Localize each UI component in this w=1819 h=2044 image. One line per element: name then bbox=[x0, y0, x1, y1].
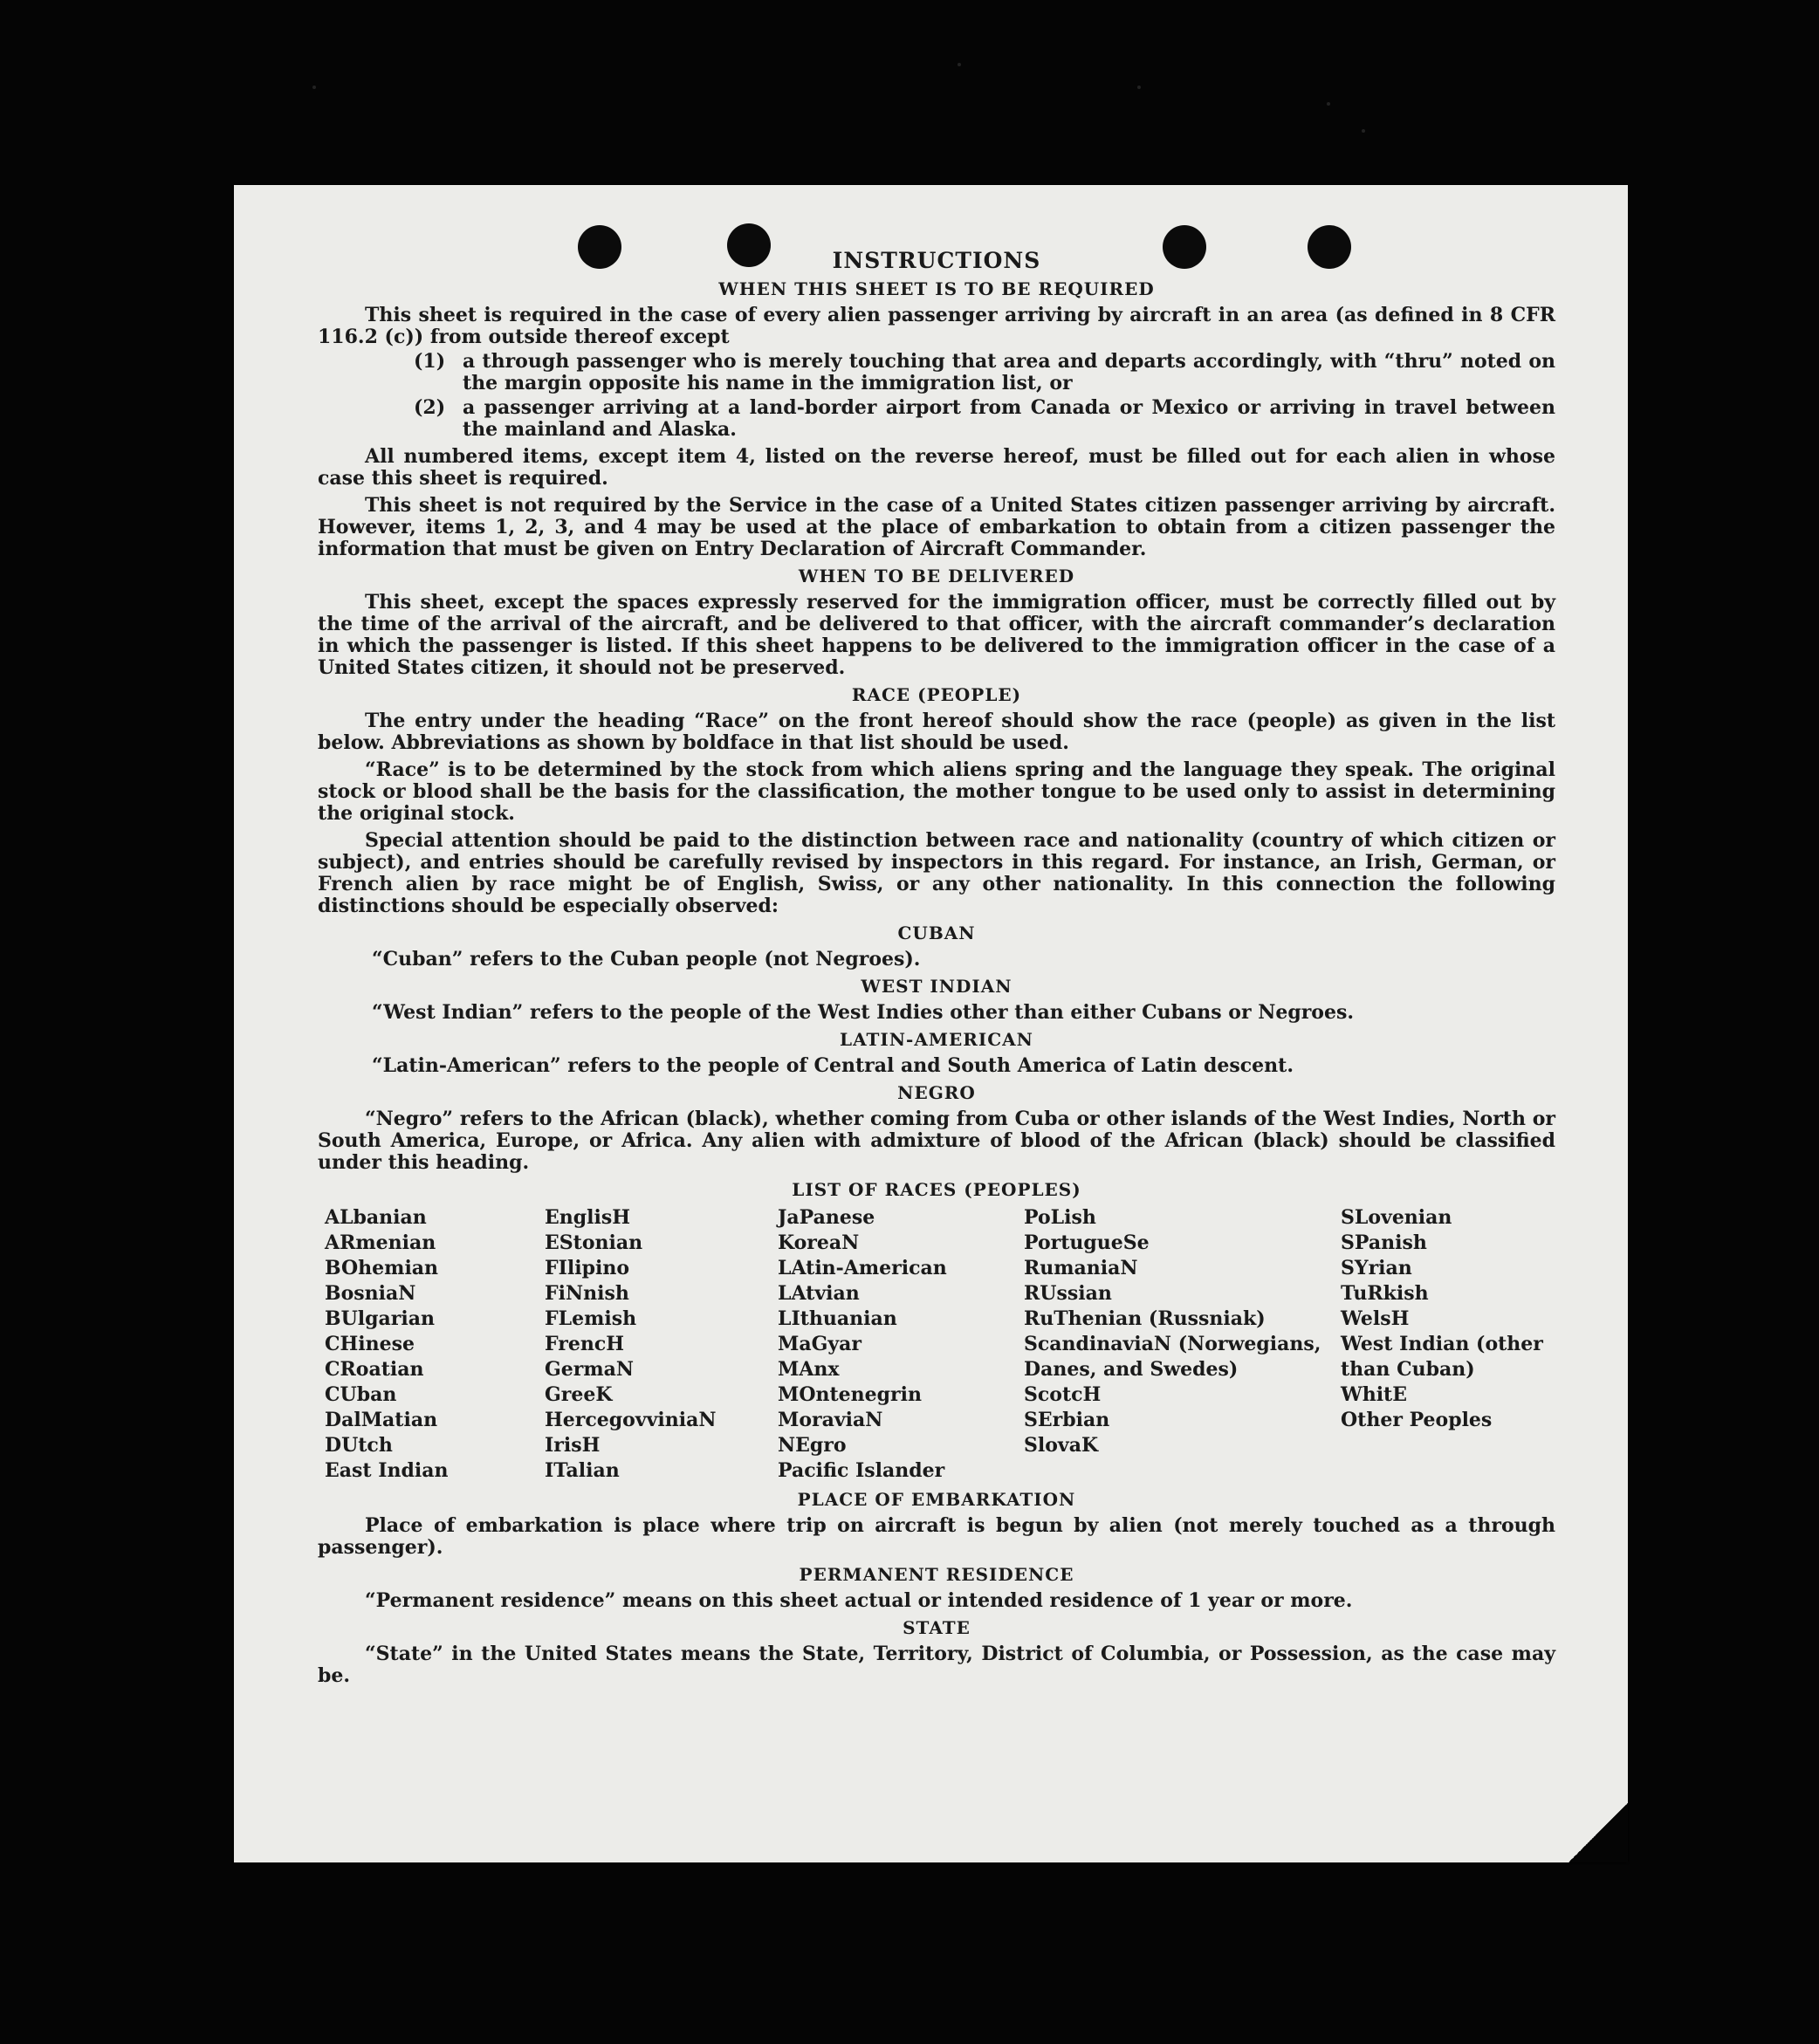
race-entry: RUssian bbox=[1024, 1282, 1112, 1305]
races-column bbox=[778, 1205, 1024, 1484]
race-entry: CRoatian bbox=[325, 1358, 424, 1381]
section-heading-list-of-races: LIST OF RACES (PEOPLES) bbox=[792, 1179, 1081, 1200]
race-entry: PoLish bbox=[1024, 1206, 1096, 1229]
race-entry: JaPanese bbox=[778, 1206, 875, 1229]
race-entry: SlovaK bbox=[1024, 1434, 1099, 1457]
race-entry: Pacific Islander bbox=[778, 1459, 945, 1482]
when-delivered-text: This sheet, except the spaces expressly reserved for the immigration officer, must be correctly filled out by the time of the arrival of the aircraft, and be delivered to that officer, with the aircraft commander’s declaration in which the passenger is listed. If this sheet happens to be delivered to the immigration officer in the case of a United States citizen, it should not be preserved. bbox=[318, 591, 1555, 679]
race-entry: FLemish bbox=[545, 1307, 637, 1330]
race-entry: MAnx bbox=[778, 1358, 840, 1381]
race-entry: ARmenian bbox=[325, 1231, 436, 1254]
race-entry: KoreaN bbox=[778, 1231, 860, 1254]
race-entry: LIthuanian bbox=[778, 1307, 897, 1330]
race-entry: RuThenian (Russniak) bbox=[1024, 1307, 1266, 1330]
folded-corner bbox=[1568, 1803, 1628, 1862]
race-entry: BosniaN bbox=[325, 1282, 416, 1305]
when-required-paragraph: This sheet is not required by the Service in the case of a United States citizen passenger arriving by aircraft. However, items 1, 2, 3, and 4 may be used at the place of embarkation to obtain from a citizen passenger the information that must be given on Entry Declaration of Aircraft Commander. bbox=[318, 494, 1555, 560]
instructions-title: INSTRUCTIONS bbox=[832, 248, 1041, 273]
dust-speck bbox=[1362, 129, 1365, 133]
race-entry: MoraviaN bbox=[778, 1409, 883, 1431]
race-entry: PortugueSe bbox=[1024, 1231, 1150, 1254]
race-entry: BUlgarian bbox=[325, 1307, 435, 1330]
exception-item-text: a through passenger who is merely touching that area and departs accordingly, with “thru” noted on the margin opposite his name in the immigration list, or bbox=[463, 350, 1555, 394]
races-column bbox=[325, 1205, 545, 1484]
race-entry: EStonian bbox=[545, 1231, 643, 1254]
permanent-residence-text: “Permanent residence” means on this sheet actual or intended residence of 1 year or more. bbox=[365, 1589, 1353, 1612]
race-entry: East Indian bbox=[325, 1459, 449, 1482]
race-entry: GreeK bbox=[545, 1383, 613, 1406]
exception-item-number: (1) bbox=[414, 350, 446, 373]
when-required-intro: This sheet is required in the case of every alien passenger arriving by aircraft in an area (as defined in 8 CFR 116.2 (c)) from outside thereof except bbox=[318, 304, 1555, 348]
section-heading-when-required: WHEN THIS SHEET IS TO BE REQUIRED bbox=[718, 278, 1155, 299]
race-entry: EnglisH bbox=[545, 1206, 631, 1229]
race-entry: GermaN bbox=[545, 1358, 635, 1381]
section-heading-permanent-residence: PERMANENT RESIDENCE bbox=[799, 1564, 1074, 1585]
dust-speck bbox=[312, 86, 316, 89]
cuban-definition: “Cuban” refers to the Cuban people (not Negroes). bbox=[372, 948, 921, 971]
dust-speck bbox=[958, 63, 961, 66]
dust-speck bbox=[1327, 102, 1330, 106]
place-of-embarkation-text: Place of embarkation is place where trip on aircraft is begun by alien (not merely touched as a through passenger). bbox=[318, 1514, 1555, 1559]
races-column bbox=[545, 1205, 778, 1484]
race-entry: SLovenian bbox=[1341, 1206, 1452, 1229]
race-entry: TuRkish bbox=[1341, 1282, 1429, 1305]
race-paragraph: The entry under the heading “Race” on the front hereof should show the race (people) as given in the list below. Abbreviations as shown by boldface in that list should be used. bbox=[318, 710, 1555, 754]
race-entry: HercegovviniaN bbox=[545, 1409, 717, 1431]
race-entry: BOhemian bbox=[325, 1257, 439, 1279]
instructions-content bbox=[318, 248, 1555, 1687]
negro-definition: “Negro” refers to the African (black), whether coming from Cuba or other islands of the West Indies, North or South America, Europe, or Africa. Any alien with admixture of blood of the African (black) should be classified under this heading. bbox=[318, 1108, 1555, 1174]
race-entry: ITalian bbox=[545, 1459, 620, 1482]
race-paragraph: “Race” is to be determined by the stock from which aliens spring and the language they speak. The original stock or blood shall be the basis for the classification, the mother tongue to be used only to assist in determining the original stock. bbox=[318, 758, 1555, 825]
section-heading-place-of-embarkation: PLACE OF EMBARKATION bbox=[797, 1489, 1076, 1510]
race-entry: FIlipino bbox=[545, 1257, 630, 1279]
exception-item bbox=[414, 351, 1555, 394]
race-entry: Other Peoples bbox=[1341, 1409, 1493, 1431]
exception-item-text: a passenger arriving at a land-border airport from Canada or Mexico or arriving in travel between the mainland and Alaska. bbox=[463, 396, 1555, 441]
west-indian-definition: “West Indian” refers to the people of the West Indies other than either Cubans or Negroes. bbox=[372, 1001, 1355, 1024]
race-entry: DalMatian bbox=[325, 1409, 438, 1431]
section-heading-when-delivered: WHEN TO BE DELIVERED bbox=[798, 566, 1075, 586]
race-entry: CUban bbox=[325, 1383, 397, 1406]
race-entry: IrisH bbox=[545, 1434, 601, 1457]
section-heading-state: STATE bbox=[903, 1617, 971, 1638]
section-heading-latin-american: LATIN-AMERICAN bbox=[840, 1029, 1033, 1050]
race-entry: WelsH bbox=[1341, 1307, 1410, 1330]
races-list bbox=[325, 1205, 1555, 1484]
race-entry: MaGyar bbox=[778, 1333, 862, 1355]
race-entry: RumaniaN bbox=[1024, 1257, 1138, 1279]
race-entry: ScotcH bbox=[1024, 1383, 1102, 1406]
exception-item bbox=[414, 397, 1555, 441]
race-entry: SErbian bbox=[1024, 1409, 1110, 1431]
race-entry: CHinese bbox=[325, 1333, 415, 1355]
race-entry: SPanish bbox=[1341, 1231, 1427, 1254]
latin-american-definition: “Latin-American” refers to the people of Central and South America of Latin descent. bbox=[372, 1054, 1294, 1077]
race-entry: FrencH bbox=[545, 1333, 624, 1355]
race-entry: LAtin-American bbox=[778, 1257, 947, 1279]
state-text: “State” in the United States means the State, Territory, District of Columbia, or Possession, as the case may be. bbox=[318, 1643, 1555, 1687]
races-column bbox=[1024, 1205, 1341, 1484]
section-heading-cuban: CUBAN bbox=[897, 923, 976, 943]
race-paragraph: Special attention should be paid to the distinction between race and nationality (country of which citizen or subject), and entries should be carefully revised by inspectors in this regard. For instance, an Irish, German, or French alien by race might be of English, Swiss, or any other nationality. In this connection the following distinctions should be especially observed: bbox=[318, 829, 1555, 917]
races-column bbox=[1341, 1205, 1562, 1484]
race-entry: MOntenegrin bbox=[778, 1383, 922, 1406]
section-heading-west-indian: WEST INDIAN bbox=[861, 976, 1012, 997]
when-required-paragraph: All numbered items, except item 4, listed on the reverse hereof, must be filled out for each alien in whose case this sheet is required. bbox=[318, 445, 1555, 490]
exception-item-number: (2) bbox=[414, 396, 446, 419]
race-entry: LAtvian bbox=[778, 1282, 860, 1305]
dust-speck bbox=[1137, 86, 1141, 89]
race-entry: WhitE bbox=[1341, 1383, 1407, 1406]
section-heading-race: RACE (PEOPLE) bbox=[851, 684, 1022, 705]
race-entry: NEgro bbox=[778, 1434, 847, 1457]
section-heading-negro: NEGRO bbox=[897, 1082, 976, 1103]
race-entry: West Indian (other than Cuban) bbox=[1341, 1333, 1543, 1381]
document-sheet bbox=[234, 185, 1628, 1862]
race-entry: DUtch bbox=[325, 1434, 393, 1457]
race-entry: ScandinaviaN (Norwegians, Danes, and Swedes) bbox=[1024, 1333, 1321, 1381]
race-entry: ALbanian bbox=[325, 1206, 427, 1229]
race-entry: FiNnish bbox=[545, 1282, 629, 1305]
race-entry: SYrian bbox=[1341, 1257, 1412, 1279]
